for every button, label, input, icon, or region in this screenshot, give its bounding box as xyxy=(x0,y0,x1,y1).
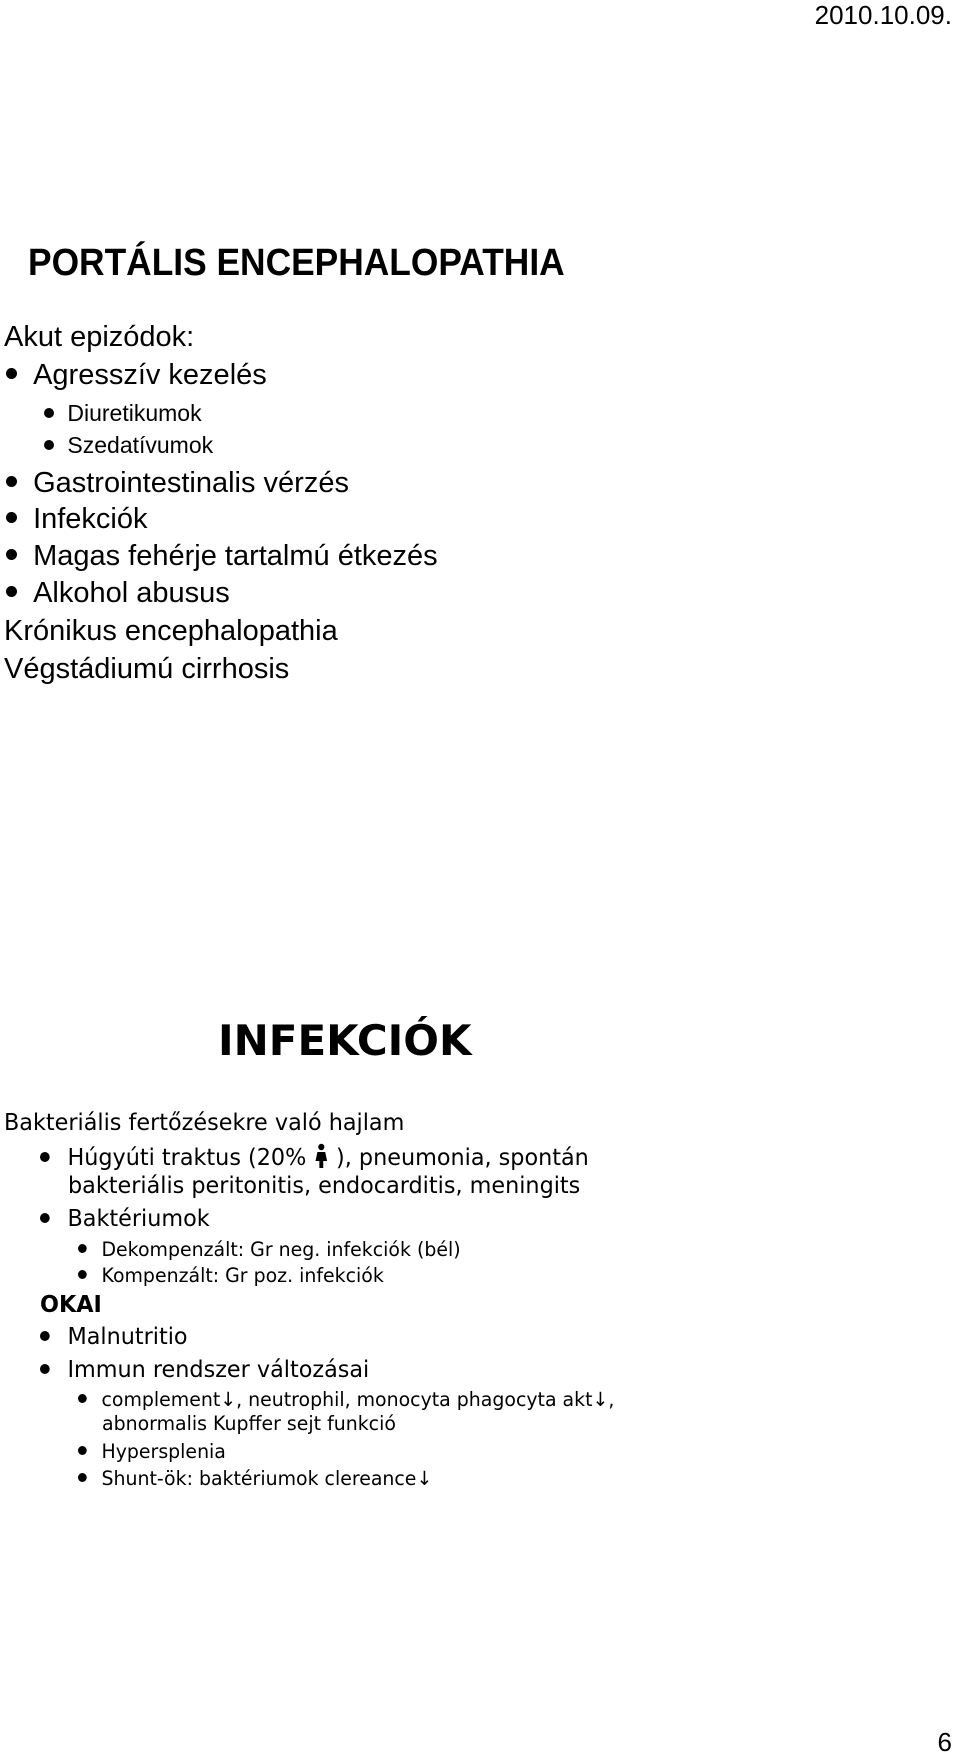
female-person-icon xyxy=(313,1143,329,1169)
slide1-item-1-label: Agresszív kezelés xyxy=(33,359,267,391)
slide1-subitem-2 xyxy=(44,432,213,459)
slide1-subitem-2-label: Szedatívumok xyxy=(67,432,214,458)
slide1-item-2 xyxy=(6,467,349,500)
bullet-icon xyxy=(6,512,17,523)
header-date: 2010.10.09. xyxy=(814,0,952,30)
slide2-immun-subitem-1 xyxy=(78,1388,614,1411)
bullet-icon xyxy=(40,1152,50,1162)
slide2-immun-subitem-2 xyxy=(78,1440,226,1463)
bullet-icon xyxy=(40,1213,50,1223)
slide2-immun-subitem-1-line-2: abnormalis Kupffer sejt funkció xyxy=(102,1412,396,1435)
bullet-icon xyxy=(78,1446,87,1455)
slide1-item-3 xyxy=(6,503,148,536)
bullet-icon xyxy=(78,1394,87,1403)
slide1-item-5 xyxy=(6,577,230,610)
slide1-subitem-1-label: Diuretikumok xyxy=(67,400,202,426)
bullet-icon xyxy=(78,1473,87,1482)
slide2-title: INFEKCIÓK xyxy=(218,1016,472,1065)
bullet-icon xyxy=(6,549,17,560)
slide1-line-endstage: Végstádiumú cirrhosis xyxy=(4,653,290,685)
slide2-subitem-1-label: Dekompenzált: Gr neg. infekciók (bél) xyxy=(101,1238,461,1261)
slide2-okai-item-1-label: Malnutritio xyxy=(67,1324,188,1350)
slide1-item-4 xyxy=(6,540,438,573)
slide1-subitem-1 xyxy=(44,400,202,427)
slide2-immun-subitem-2-label: Hypersplenia xyxy=(101,1440,226,1463)
slide2-subitem-2-label: Kompenzált: Gr poz. infekciók xyxy=(101,1264,384,1287)
bullet-icon xyxy=(40,1331,50,1341)
slide2-item-1-line-2: bakteriális peritonitis, endocarditis, meningits xyxy=(68,1173,581,1199)
slide1-title: PORTÁLIS ENCEPHALOPATHIA xyxy=(28,242,565,284)
bullet-icon xyxy=(44,440,54,450)
slide2-item-1-text-a: Húgyúti traktus (20% xyxy=(67,1145,307,1171)
bullet-icon xyxy=(6,476,17,487)
slide2-immun-subitem-3-label: Shunt-ök: baktériumok clereance↓ xyxy=(101,1467,433,1490)
page-number: 6 xyxy=(937,1727,952,1757)
slide2-item-1-text-b: ), pneumonia, spontán xyxy=(336,1145,589,1171)
slide2-okai-heading: OKAI xyxy=(40,1292,102,1318)
bullet-icon xyxy=(44,408,54,418)
slide2-immun-subitem-3 xyxy=(78,1467,432,1490)
slide2-item-2 xyxy=(40,1206,210,1232)
bullet-icon xyxy=(40,1364,50,1374)
slide1-intro: Akut epizódok: xyxy=(4,321,195,353)
slide2-subitem-2 xyxy=(78,1264,384,1287)
slide2-subitem-1 xyxy=(78,1238,461,1261)
slide2-immun-subitem-1-label: complement↓, neutrophil, monocyta phagocyta akt↓, xyxy=(101,1388,615,1411)
slide1-item-5-label: Alkohol abusus xyxy=(33,577,230,609)
slide2-okai-item-2-label: Immun rendszer változásai xyxy=(67,1357,370,1383)
bullet-icon xyxy=(78,1270,87,1279)
slide2-okai-item-2 xyxy=(40,1357,369,1383)
slide1-item-2-label: Gastrointestinalis vérzés xyxy=(33,467,349,499)
bullet-icon xyxy=(6,586,17,597)
bullet-icon xyxy=(6,368,17,379)
slide1-item-4-label: Magas fehérje tartalmú étkezés xyxy=(33,540,438,572)
slide2-intro: Bakteriális fertőzésekre való hajlam xyxy=(4,1110,405,1136)
slide1-item-1 xyxy=(6,359,267,392)
slide2-item-1 xyxy=(40,1145,589,1172)
slide2-item-2-label: Baktériumok xyxy=(67,1206,210,1232)
slide1-line-chronic: Krónikus encephalopathia xyxy=(4,615,338,647)
bullet-icon xyxy=(78,1244,87,1253)
slide2-okai-item-1 xyxy=(40,1324,188,1350)
slide1-item-3-label: Infekciók xyxy=(33,503,148,535)
